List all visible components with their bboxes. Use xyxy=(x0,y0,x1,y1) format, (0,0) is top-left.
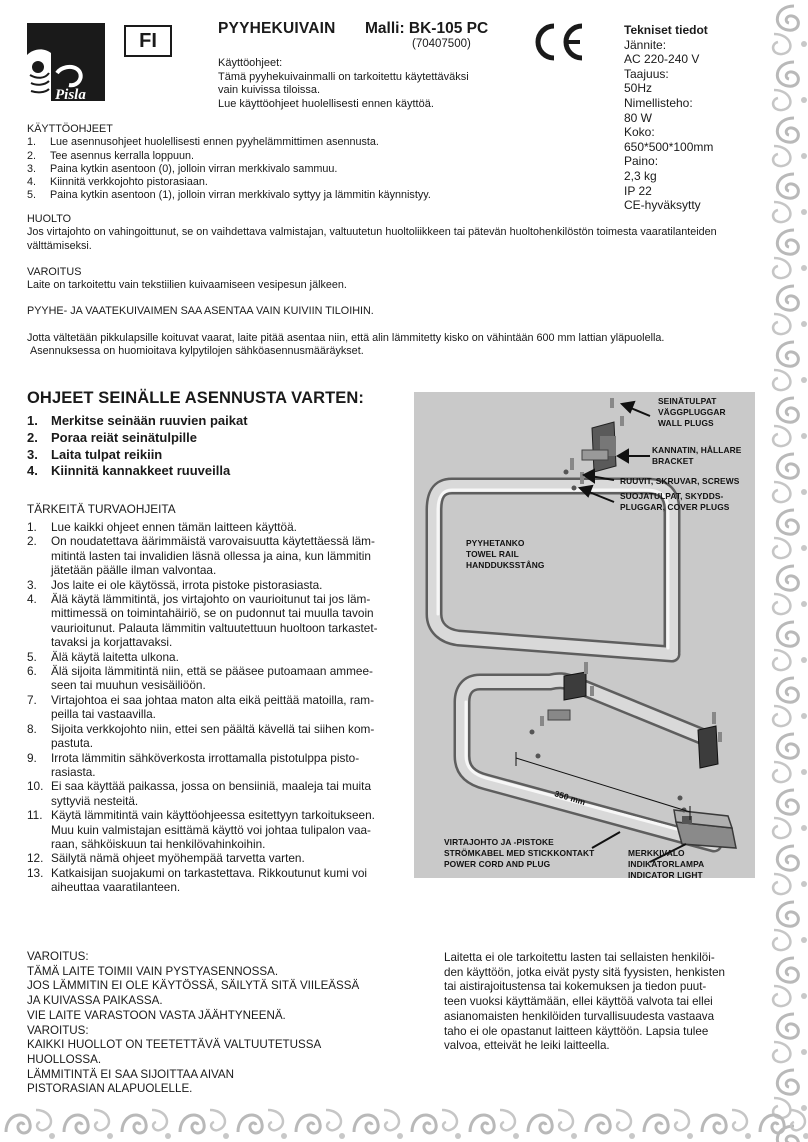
switch-box xyxy=(674,810,736,848)
list-item: 4. Kiinnitä kannakkeet ruuveilla xyxy=(27,463,231,479)
product-title: PYYHEKUIVAIN xyxy=(218,20,336,37)
warning-line: TÄMÄ LAITE TOIMII VAIN PYSTYASENNOSSA. xyxy=(27,964,279,978)
service-title: HUOLTO xyxy=(27,213,71,225)
label-towel-rail: PYYHETANKO TOWEL RAIL HANDDUKSSTÅNG xyxy=(466,538,545,570)
ce-mark-icon xyxy=(528,22,586,62)
dry-rooms-notice: PYYHE- JA VAATEKUIVAIMEN SAA ASENTAA VAIN KUIVIIN TILOIHIN. xyxy=(27,305,374,317)
instructions-section xyxy=(27,123,727,203)
list-item: 4. Kiinnitä verkkojohto pistorasiaan. xyxy=(27,176,208,189)
instructions-title: KÄYTTÖOHJEET xyxy=(27,123,113,135)
warning-text: Laite on tarkoitettu vain tekstiilien kuivaamiseen vesipesun jälkeen. xyxy=(27,279,347,292)
list-item: 3. Laita tulpat reikiin xyxy=(27,446,163,462)
tech-line: Koko: xyxy=(624,125,655,140)
label-cover-plugs: SUOJATULPAT, SKYDDS- PLUGGAR, COVER PLUGS xyxy=(620,491,730,512)
note-line: Laitetta ei ole tarkoitettu lasten tai sellaisten henkilöi- xyxy=(444,951,715,964)
installation-diagram xyxy=(414,392,755,878)
safety-item: 7. Virtajohtoa ei saa johtaa maton alta eikä peittää matoilla, ram- peilla tai vastaavilla. xyxy=(27,692,375,722)
safety-item: 1. Lue kaikki ohjeet ennen tämän laitteen käyttöä. xyxy=(27,520,297,534)
service-text: Jos virtajohto on vahingoittunut, se on vaihdettava valmistajan, valtuutetun huoltoliikkeen tai pätevän huoltohenkilöstön toimesta vaaratilanteiden xyxy=(27,226,717,239)
warning-line: KAIKKI HUOLLOT ON TEETETTÄVÄ VALTUUTETUSSA xyxy=(27,1038,322,1052)
note-line: tai aistirajoitustensa tai kokemuksen ja tiedon puut- xyxy=(444,980,707,994)
list-item: 3. Paina kytkin asentoon (0), jolloin virran merkkivalo sammuu. xyxy=(27,162,338,175)
list-item: 1. Lue asennusohjeet huolellisesti ennen pyyhelämmittimen asennusta. xyxy=(27,136,379,149)
tech-title: Tekniset tiedot xyxy=(624,23,708,37)
product-model: Malli: BK-105 PC xyxy=(365,20,489,37)
logo-wordmark: Pisla xyxy=(55,87,86,101)
warning-line: VAROITUS: xyxy=(27,950,89,963)
mounting-heading: OHJEET SEINÄLLE ASENNUSTA VARTEN: xyxy=(27,389,364,407)
height-note: Jotta vältetään pikkulapsille koituvat vaarat, laite pitää asentaa niin, että alin lämmitetty kisko on vähintään 600 mm lattian yläpuolella. Asennuksessa on huomioitava kylpytilojen sähköasennusmääräykset. xyxy=(27,332,665,358)
service-section xyxy=(27,213,767,253)
tech-line: 2,3 kg xyxy=(624,168,657,183)
safety-item: 13. Katkaisijan suojakumi on tarkastettava. Rikkoutunut kumi voi aiheuttaa vaaratilanteen. xyxy=(27,865,368,895)
tech-line: Paino: xyxy=(624,154,659,169)
safety-item: 3. Jos laite ei ole käytössä, irrota pistoke pistorasiasta. xyxy=(27,577,323,592)
safety-item: 10. Ei saa käyttää paikassa, jossa on bensiiniä, maaleja tai muita syttyviä nesteitä. xyxy=(27,779,372,808)
warning-line: JOS LÄMMITIN EI OLE KÄYTÖSSÄ, SÄILYTÄ SITÄ VIILEÄSSÄ xyxy=(27,979,360,993)
tech-line: 80 W xyxy=(624,110,653,125)
intro-heading: Käyttöohjeet: xyxy=(218,57,283,69)
warning-line: PISTORASIAN ALAPUOLELLE. xyxy=(27,1082,193,1096)
safety-item: 12. Säilytä nämä ohjeet myöhempää tarvetta varten. xyxy=(27,851,305,866)
product-code: (70407500) xyxy=(412,38,471,50)
tech-line: Nimellisteho: xyxy=(624,95,693,110)
note-line: valvoa, etteivät he leiki laitteella. xyxy=(444,1039,610,1053)
safety-item: 6. Älä sijoita lämmitintä niin, että se pääsee putoamaan ammee- seen tai muuhun vesisäiliöön. xyxy=(27,664,373,693)
intro-line: vain kuivissa tiloissa. xyxy=(218,84,321,97)
label-bracket: KANNATIN, HÅLLARE BRACKET xyxy=(652,445,742,466)
bottom-note xyxy=(444,951,764,1054)
language-code: FI xyxy=(124,25,172,57)
warning-line: VAROITUS: xyxy=(27,1023,89,1037)
label-screws: RUUVIT, SKRUVAR, SCREWS xyxy=(620,476,740,486)
pisla-logo xyxy=(27,23,105,101)
safety-list xyxy=(27,520,397,895)
tech-line: CE-hyväksytty xyxy=(624,198,701,213)
warning-title: VAROITUS xyxy=(27,266,82,278)
note-line: asianomaisten henkilöiden turvallisuudesta vastaava xyxy=(444,1009,715,1023)
label-indicator: MERKKIVALO INDIKATORLAMPA INDICATOR LIGHT xyxy=(628,848,704,878)
safety-item: 9. Irrota lämmitin sähköverkosta irrottamalla pistotulppa pisto- rasiasta. xyxy=(27,750,360,779)
intro-line: Lue käyttöohjeet huolellisesti ennen käyttöä. xyxy=(218,97,434,110)
label-power-cord: VIRTAJOHTO JA -PISTOKE STRÖMKABEL MED STICKKONTAKT POWER CORD AND PLUG xyxy=(444,837,595,869)
warning-line: JA KUIVASSA PAIKASSA. xyxy=(27,994,163,1008)
warning-line: HUOLLOSSA. xyxy=(27,1052,102,1066)
safety-title: TÄRKEITÄ TURVAOHJEITA xyxy=(27,502,176,516)
safety-item: 4. Älä käytä lämmitintä, jos virtajohto on vaurioitunut tai jos läm- mittimessä on toimintahäiriö, se on pudonnut tai muulla tavoin vaurioitunut. Palauta lämmitin valtuutettuun huoltoon tarkastet- tavaksi ja korjattavaksi. xyxy=(27,592,378,650)
decorative-border-bottom xyxy=(0,1102,808,1142)
warning-line: VIE LAITE VARASTOON VASTA JÄÄHTYNEENÄ. xyxy=(27,1008,286,1022)
mounting-steps xyxy=(27,413,248,480)
warning-section xyxy=(27,266,727,293)
safety-item: 2. On noudatettava äärimmäistä varovaisuutta käytettäessä läm- mitintä lasten tai invalidien läsnä ollessa ja aina, kun lämmitin jätetään päälle ilman valvontaa. xyxy=(27,534,375,578)
safety-item: 5. Älä käytä laitetta ulkona. xyxy=(27,649,179,664)
note-line: den käyttöön, jotka eivät pysty sitä fyysisten, henkisten xyxy=(444,965,725,979)
tech-line: 50Hz xyxy=(624,81,653,96)
list-item: 1. Merkitse seinään ruuvien paikat xyxy=(27,413,248,428)
list-item: 5. Paina kytkin asentoon (1), jolloin virran merkkivalo syttyy ja lämmitin käynnistyy. xyxy=(27,189,431,202)
list-item: 2. Poraa reiät seinätulpille xyxy=(27,429,197,445)
safety-item: 11. Käytä lämmitintä vain käyttöohjeessa esitettyyn tarkoitukseen. Muu kuin valmistajan esittämä käyttö voi johtaa tulipalon vaa- raan, sähköiskuun tai henkilövahinkoihin. xyxy=(27,808,375,851)
tech-line: AC 220-240 V xyxy=(624,52,700,67)
warning-line: LÄMMITINTÄ EI SAA SIJOITTAA AIVAN xyxy=(27,1067,235,1081)
note-line: teen vuoksi käyttämään, ellei käyttöä valvota tai ellei xyxy=(444,995,713,1009)
intro-text xyxy=(218,57,518,111)
list-item: 2. Tee asennus kerralla loppuun. xyxy=(27,149,195,162)
safety-item: 8. Sijoita verkkojohto niin, ettei sen päältä kävellä tai siihen kom- pastuta. xyxy=(27,721,375,751)
intro-line: Tämä pyyhekuivainmalli on tarkoitettu käytettäväksi xyxy=(218,70,469,83)
tech-line: IP 22 xyxy=(624,183,652,198)
service-text: välttämiseksi. xyxy=(27,239,92,252)
tech-line: 650*500*100mm xyxy=(624,139,714,154)
svg-text:350 mm: 350 mm xyxy=(553,788,587,808)
tech-line: Jännite: xyxy=(624,37,667,52)
note-line: taho ei ole opastanut laitteen käyttöön. Lapsia tulee xyxy=(444,1024,709,1038)
bottom-warning xyxy=(27,950,407,1097)
label-wall-plugs: SEINÄTULPAT VÄGGPLUGGAR WALL PLUGS xyxy=(658,396,726,428)
tech-line: Taajuus: xyxy=(624,66,669,81)
